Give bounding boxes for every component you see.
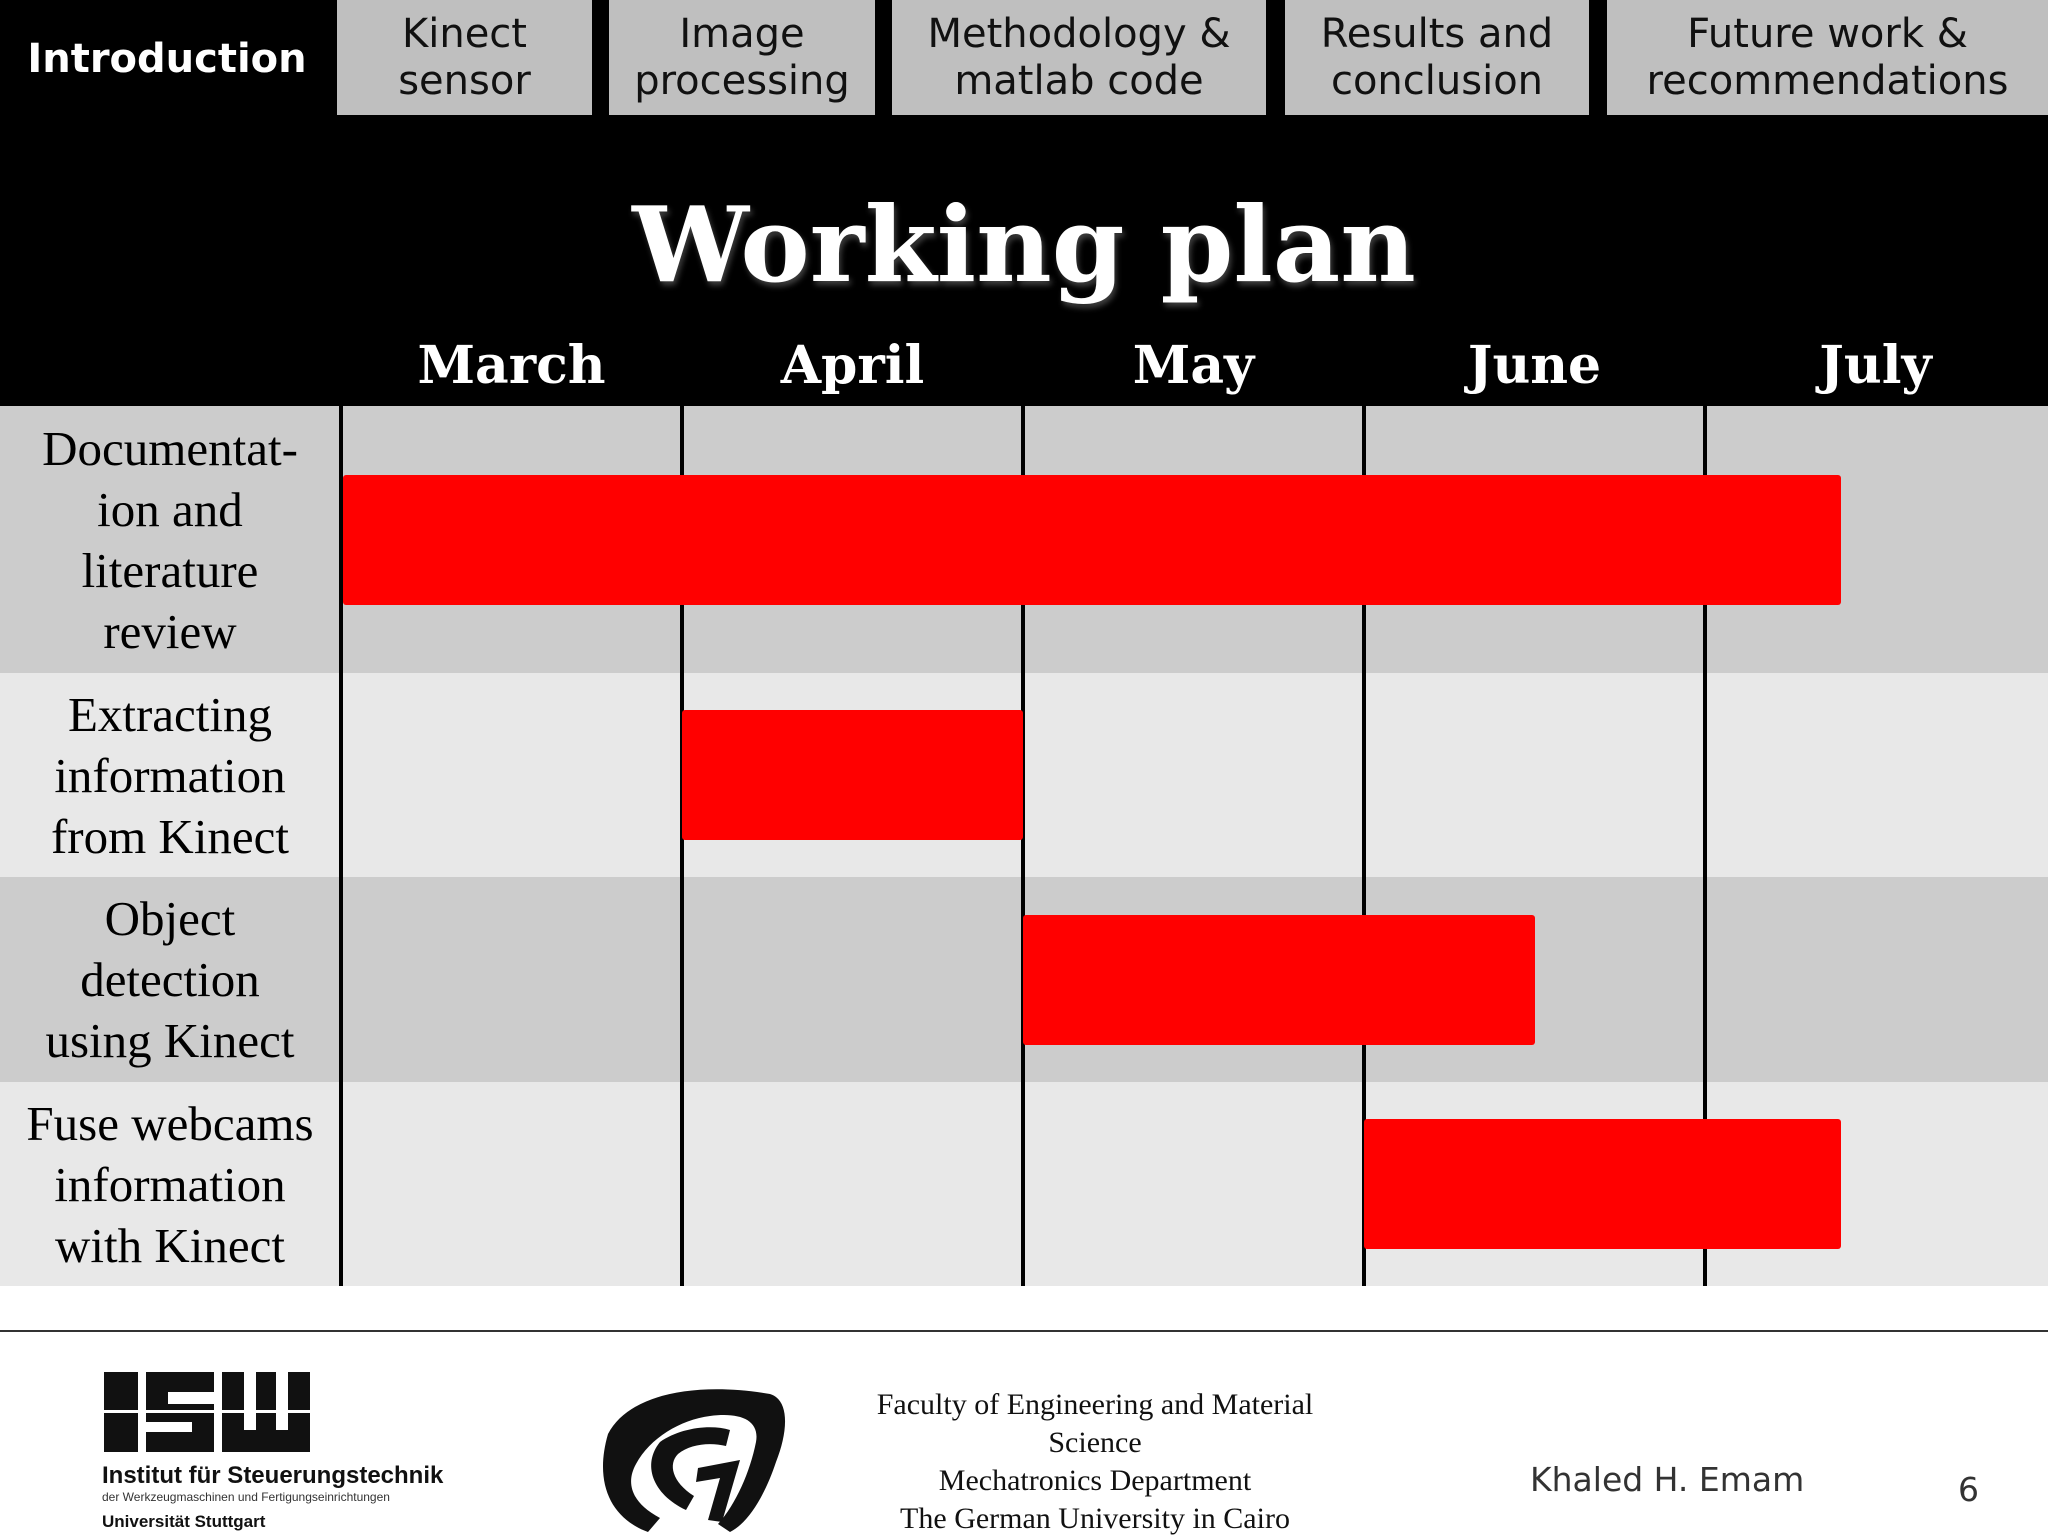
nav-tab-image-processing[interactable]: Image processing bbox=[609, 0, 875, 115]
period-label: March bbox=[417, 335, 606, 396]
page-number: 6 bbox=[1958, 1470, 1979, 1509]
isw-subtitle: der Werkzeugmaschinen und Fertigungseinrichtungen bbox=[102, 1490, 390, 1504]
faculty-line: Faculty of Engineering and Material bbox=[876, 1388, 1314, 1421]
faculty-info bbox=[800, 1386, 1390, 1536]
faculty-line: The German University in Cairo bbox=[900, 1502, 1290, 1535]
task-label: Documentat- ion and literature review bbox=[42, 420, 298, 659]
gantt-bar bbox=[1364, 1119, 1841, 1249]
faculty-line: Mechatronics Department bbox=[938, 1464, 1252, 1497]
period-label: April bbox=[780, 335, 925, 396]
nav-tab-results[interactable]: Results and conclusion bbox=[1285, 0, 1589, 115]
isw-name: Institut für Steuerungstechnik bbox=[102, 1462, 444, 1489]
task-label: Extracting information from Kinect bbox=[50, 686, 290, 864]
gantt-bar bbox=[343, 475, 1841, 605]
gantt-bar bbox=[682, 710, 1023, 840]
task-label: Fuse webcams information with Kinect bbox=[26, 1095, 314, 1273]
nav-tab-kinect-sensor[interactable]: Kinect sensor bbox=[337, 0, 592, 115]
guc-logo bbox=[590, 1372, 800, 1536]
task-label: Object detection using Kinect bbox=[45, 891, 295, 1068]
period-label: May bbox=[1132, 335, 1255, 396]
gantt-bar bbox=[1023, 915, 1535, 1045]
nav-tab-methodology[interactable]: Methodology & matlab code bbox=[892, 0, 1266, 115]
period-label: June bbox=[1467, 335, 1602, 396]
page-title: Working plan bbox=[632, 183, 1416, 306]
isw-university: Universität Stuttgart bbox=[102, 1512, 266, 1531]
footer-divider bbox=[0, 1330, 2048, 1332]
faculty-line: Science bbox=[1048, 1426, 1142, 1459]
author-name: Khaled H. Emam bbox=[1530, 1460, 1805, 1499]
nav-tab-future-work[interactable]: Future work & recommendations bbox=[1607, 0, 2048, 115]
period-label: July bbox=[1819, 335, 1932, 396]
nav-tab-introduction[interactable]: Introduction bbox=[27, 36, 307, 82]
